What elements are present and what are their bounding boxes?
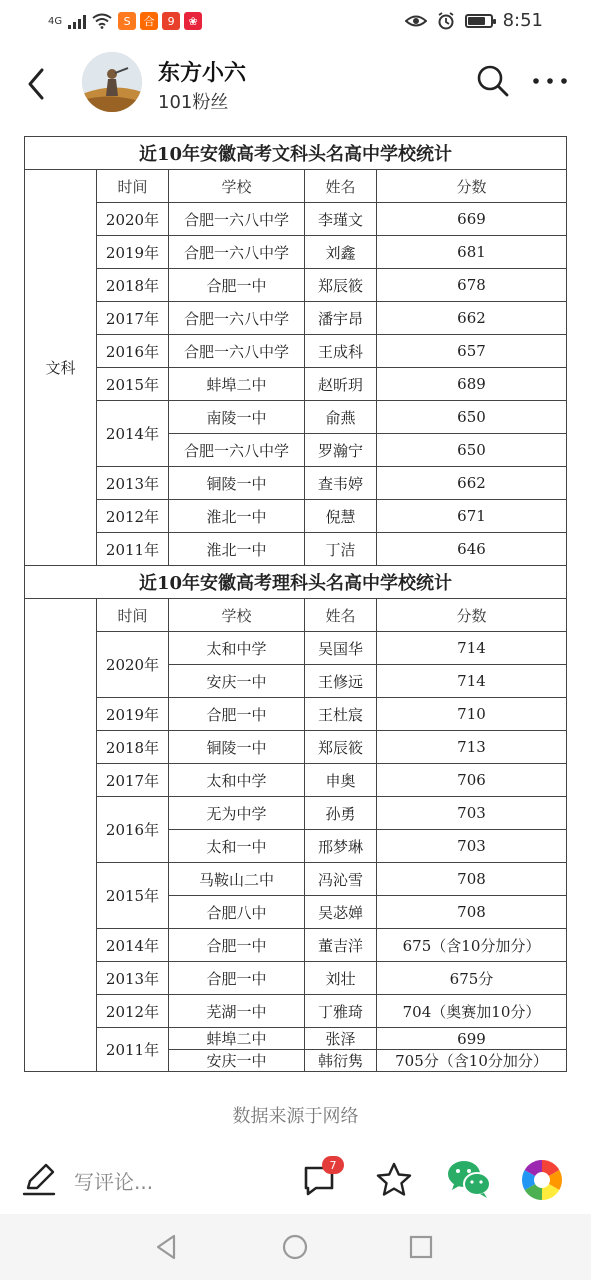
school-cell: 安庆一中: [169, 665, 305, 698]
year-cell: 2019年: [97, 236, 169, 269]
name-cell: 吴国华: [305, 632, 377, 665]
year-cell: 2012年: [97, 500, 169, 533]
score-cell: 681: [377, 236, 567, 269]
wifi-icon: [92, 13, 112, 29]
table-row: [25, 302, 567, 335]
column-header: 姓名: [305, 599, 377, 632]
pencil-icon[interactable]: [22, 1162, 56, 1196]
school-cell: 铜陵一中: [169, 731, 305, 764]
more-options-icon[interactable]: [530, 66, 570, 96]
name-cell: 申奥: [305, 764, 377, 797]
name-cell: 刘鑫: [305, 236, 377, 269]
alarm-icon: [437, 12, 455, 30]
name-cell: 郑辰筱: [305, 731, 377, 764]
name-cell: 潘宇昂: [305, 302, 377, 335]
system-nav-bar: [0, 1214, 591, 1280]
nav-back-icon[interactable]: [152, 1232, 182, 1262]
year-cell: 2015年: [97, 368, 169, 401]
column-header: 分数: [377, 599, 567, 632]
score-cell: 699: [377, 1028, 567, 1050]
school-cell: 合肥一六八中学: [169, 302, 305, 335]
column-header: 时间: [97, 599, 169, 632]
image-caption: 数据来源于网络: [232, 1106, 359, 1127]
name-cell: 邢梦琳: [305, 830, 377, 863]
school-cell: 淮北一中: [169, 533, 305, 566]
table-row: [25, 500, 567, 533]
status-bar: [0, 0, 591, 44]
school-cell: 无为中学: [169, 797, 305, 830]
name-cell: 冯沁雪: [305, 863, 377, 896]
school-cell: 太和中学: [169, 764, 305, 797]
year-cell: 2014年: [97, 929, 169, 962]
column-header: 分数: [377, 170, 567, 203]
score-cell: 714: [377, 665, 567, 698]
name-cell: 韩衍隽: [305, 1050, 377, 1072]
score-cell: 675（含10分加分）: [377, 929, 567, 962]
year-cell: 2018年: [97, 269, 169, 302]
signal-icon: [68, 13, 86, 29]
notification-app-icon: 合: [140, 12, 158, 30]
school-cell: 蚌埠二中: [169, 1028, 305, 1050]
school-cell: 太和一中: [169, 830, 305, 863]
school-cell: 太和中学: [169, 632, 305, 665]
score-cell: 646: [377, 533, 567, 566]
score-cell: 678: [377, 269, 567, 302]
name-cell: 罗瀚宁: [305, 434, 377, 467]
column-header: 学校: [169, 599, 305, 632]
status-left: [48, 12, 202, 30]
table-row: [25, 962, 567, 995]
status-right: [405, 10, 543, 31]
network-type: 4G: [48, 15, 63, 27]
score-table: [24, 136, 567, 1072]
school-cell: 合肥一六八中学: [169, 203, 305, 236]
column-header: 学校: [169, 170, 305, 203]
name-cell: 王成科: [305, 335, 377, 368]
table-header-row: [25, 599, 567, 632]
notification-icons: [118, 12, 202, 30]
star-icon[interactable]: [374, 1160, 414, 1200]
school-cell: 合肥一中: [169, 269, 305, 302]
table-row: [25, 335, 567, 368]
year-cell: 2017年: [97, 764, 169, 797]
name-cell: 查韦婷: [305, 467, 377, 500]
school-cell: 合肥一六八中学: [169, 335, 305, 368]
year-cell: 2013年: [97, 467, 169, 500]
category-cell: [25, 599, 97, 1072]
bottom-action-bar: [0, 1146, 591, 1214]
avatar-image: [82, 52, 142, 112]
name-cell: 俞燕: [305, 401, 377, 434]
school-cell: 合肥一中: [169, 929, 305, 962]
name-cell: 张泽: [305, 1028, 377, 1050]
battery-icon: [465, 14, 493, 28]
school-cell: 合肥一六八中学: [169, 236, 305, 269]
table-row: [25, 698, 567, 731]
author-name[interactable]: 东方小六: [158, 61, 247, 86]
school-cell: 芜湖一中: [169, 995, 305, 1028]
score-cell: 662: [377, 302, 567, 335]
score-cell: 708: [377, 863, 567, 896]
table-row: [25, 401, 567, 434]
nav-home-icon[interactable]: [280, 1232, 310, 1262]
table-row: [25, 731, 567, 764]
app-header: [0, 44, 591, 136]
name-cell: 丁洁: [305, 533, 377, 566]
table-row: [25, 269, 567, 302]
table-row: [25, 203, 567, 236]
year-cell: 2016年: [97, 335, 169, 368]
school-cell: 马鞍山二中: [169, 863, 305, 896]
score-cell: 662: [377, 467, 567, 500]
name-cell: 孙勇: [305, 797, 377, 830]
year-cell: 2015年: [97, 863, 169, 929]
back-icon[interactable]: [22, 64, 52, 104]
year-cell: 2013年: [97, 962, 169, 995]
year-cell: 2018年: [97, 731, 169, 764]
score-cell: 669: [377, 203, 567, 236]
name-cell: 丁雅琦: [305, 995, 377, 1028]
school-cell: 蚌埠二中: [169, 368, 305, 401]
score-cell: 675分: [377, 962, 567, 995]
score-cell: 650: [377, 401, 567, 434]
name-cell: 郑辰筱: [305, 269, 377, 302]
name-cell: 李瑾文: [305, 203, 377, 236]
school-cell: 合肥一六八中学: [169, 434, 305, 467]
notification-app-icon: S: [118, 12, 136, 30]
score-cell: 710: [377, 698, 567, 731]
table-row: [25, 467, 567, 500]
wechat-icon[interactable]: [446, 1158, 492, 1200]
name-cell: 王杜宸: [305, 698, 377, 731]
column-header: 姓名: [305, 170, 377, 203]
score-cell: 703: [377, 830, 567, 863]
score-cell: 650: [377, 434, 567, 467]
school-cell: 南陵一中: [169, 401, 305, 434]
school-cell: 安庆一中: [169, 1050, 305, 1072]
score-cell: 704（奥赛加10分）: [377, 995, 567, 1028]
score-cell: 708: [377, 896, 567, 929]
score-cell: 713: [377, 731, 567, 764]
nav-recent-apps-icon[interactable]: [406, 1232, 436, 1262]
notification-app-icon: 9: [162, 12, 180, 30]
year-cell: 2019年: [97, 698, 169, 731]
comment-count-badge: 7: [322, 1156, 344, 1174]
score-cell: 671: [377, 500, 567, 533]
score-cell: 714: [377, 632, 567, 665]
table-row: [25, 368, 567, 401]
school-cell: 合肥一中: [169, 698, 305, 731]
comment-input[interactable]: 写评论...: [74, 1170, 154, 1194]
year-cell: 2016年: [97, 797, 169, 863]
name-cell: 王修远: [305, 665, 377, 698]
school-cell: 合肥一中: [169, 962, 305, 995]
year-cell: 2020年: [97, 632, 169, 698]
year-cell: 2011年: [97, 1028, 169, 1072]
year-cell: 2012年: [97, 995, 169, 1028]
table-row: [25, 533, 567, 566]
column-header: 时间: [97, 170, 169, 203]
table-header-row: [25, 170, 567, 203]
year-cell: 2014年: [97, 401, 169, 467]
table-row: [25, 797, 567, 830]
search-icon[interactable]: [476, 64, 510, 98]
category-cell: 文科: [25, 170, 97, 566]
score-cell: 706: [377, 764, 567, 797]
table-row: [25, 236, 567, 269]
table-row: [25, 929, 567, 962]
name-cell: 刘壮: [305, 962, 377, 995]
table-title: 近10年安徽高考理科头名高中学校统计: [25, 566, 567, 599]
score-cell: 689: [377, 368, 567, 401]
school-cell: 铜陵一中: [169, 467, 305, 500]
name-cell: 吴苾婵: [305, 896, 377, 929]
year-cell: 2011年: [97, 533, 169, 566]
school-cell: 合肥八中: [169, 896, 305, 929]
follower-count: 101粉丝: [158, 92, 229, 113]
school-cell: 淮北一中: [169, 500, 305, 533]
table-row: [25, 1028, 567, 1050]
moments-icon[interactable]: [520, 1158, 564, 1202]
table-row: [25, 995, 567, 1028]
year-cell: 2020年: [97, 203, 169, 236]
avatar[interactable]: [82, 52, 142, 112]
name-cell: 倪慧: [305, 500, 377, 533]
clock: 8:51: [502, 10, 543, 31]
score-cell: 657: [377, 335, 567, 368]
table-row: [25, 632, 567, 665]
year-cell: 2017年: [97, 302, 169, 335]
table-row: [25, 764, 567, 797]
table-title-row: [25, 566, 567, 599]
score-cell: 703: [377, 797, 567, 830]
eye-icon: [405, 13, 427, 29]
name-cell: 赵昕玥: [305, 368, 377, 401]
table-row: [25, 863, 567, 896]
name-cell: 董吉洋: [305, 929, 377, 962]
notification-app-icon: ❀: [184, 12, 202, 30]
article-image[interactable]: [24, 136, 566, 1074]
table-title: 近10年安徽高考文科头名高中学校统计: [25, 137, 567, 170]
score-cell: 705分（含10分加分）: [377, 1050, 567, 1072]
table-title-row: [25, 137, 567, 170]
